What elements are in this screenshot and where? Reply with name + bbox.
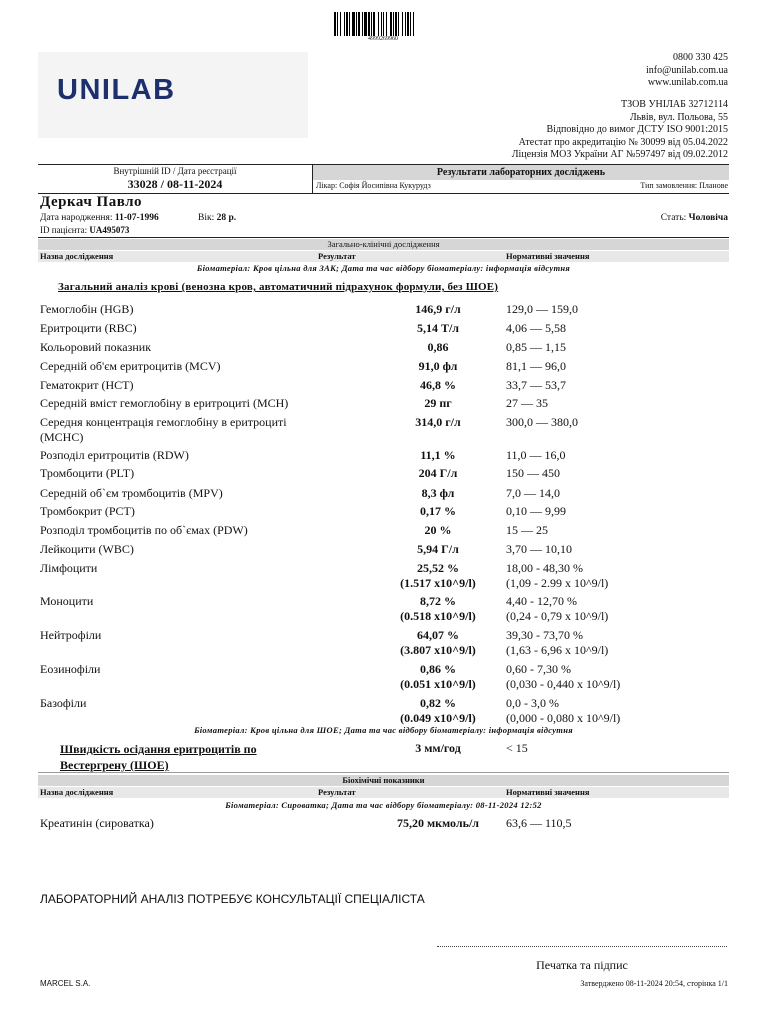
result-row — [40, 561, 730, 590]
patient-id: ID пацієнта: UA495073 — [40, 225, 130, 235]
patient-age: Вік: 28 р. — [198, 213, 237, 223]
test-name: Середній об`єм тромбоцитів (MPV) — [40, 486, 223, 500]
result-row — [40, 486, 730, 504]
result-row — [40, 321, 730, 339]
test-result: 20 % — [424, 523, 452, 537]
approval-stamp: Затверджено 08-11-2024 20:54, сторінка 1/1 — [580, 979, 728, 988]
test-name: Моноцити — [40, 594, 94, 608]
test-name: Лімфоцити — [40, 561, 98, 575]
reference-range: 11,0 — 16,0 — [506, 448, 566, 462]
reference-range: 150 — 450 — [506, 466, 560, 480]
result-row — [40, 542, 730, 560]
reference-range: 0,0 - 3,0 % (0,000 - 0,080 x 10^9/l) — [506, 696, 621, 725]
id-label: Внутрішній ID / Дата реєстрації — [113, 166, 237, 176]
test-result: 25,52 % (1.517 x10^9/l) — [400, 561, 476, 590]
test-result: 0,86 — [427, 340, 449, 354]
test-result: 5,94 Г/л — [417, 542, 459, 556]
panel-subtitle: Загальний аналіз крові (венозна кров, автоматичний підрахунок формули, без ШОЕ) — [58, 281, 499, 293]
col-result: Результат — [318, 251, 356, 261]
patient-rule — [38, 237, 729, 238]
reference-range: 0,85 — 1,15 — [506, 340, 566, 354]
result-row — [40, 594, 730, 623]
reference-range: 39,30 - 73,70 % (1,63 - 6,96 x 10^9/l) — [506, 628, 609, 657]
col-norm: Нормативні значення — [506, 251, 590, 261]
result-row — [40, 523, 730, 541]
test-result: 46,8 % — [420, 378, 456, 392]
section-title-clinical: Загально-клінічні дослідження — [38, 239, 729, 250]
result-row — [40, 628, 730, 657]
test-name: Креатинін (сироватка) — [40, 816, 154, 830]
id-value: 33028 / 08-11-2024 — [127, 177, 223, 191]
test-result: 0,82 % (0.049 x10^9/l) — [400, 696, 476, 725]
iso-statement: Відповідно до вимог ДСТУ ISO 9001:2015 — [546, 124, 728, 135]
result-row — [40, 396, 730, 414]
result-row — [40, 378, 730, 396]
reference-range: 300,0 — 380,0 — [506, 415, 578, 429]
test-name: Лейкоцити (WBC) — [40, 542, 134, 556]
result-row — [40, 302, 730, 320]
esr-name: Швидкість осідання еритроцитів по Вестергрену (ШОЕ) — [60, 742, 257, 772]
unilab-logo: UNILAB — [57, 74, 176, 106]
col-name: Назва дослідження — [40, 787, 114, 797]
reference-range: 129,0 — 159,0 — [506, 302, 578, 316]
test-name: Нейтрофіли — [40, 628, 102, 642]
result-row — [40, 504, 730, 522]
test-name: Базофіли — [40, 696, 87, 710]
patient-dob: Дата народження: 11-07-1996 — [40, 213, 159, 223]
software-maker: MARCEL S.A. — [40, 979, 91, 988]
column-header-bar — [38, 251, 729, 262]
barcode-number: 4999269960 — [368, 36, 398, 42]
result-row — [40, 816, 730, 834]
reference-range: 33,7 — 53,7 — [506, 378, 566, 392]
phone: 0800 330 425 — [673, 52, 728, 63]
result-row — [40, 340, 730, 358]
esr-norm: < 15 — [506, 741, 528, 755]
section-divider — [38, 772, 729, 773]
accreditation: Атестат про акредитацію № 30099 від 05.04.2022 — [518, 136, 728, 148]
test-name: Розподіл тромбоцитів по об`ємах (PDW) — [40, 523, 248, 537]
col-result: Результат — [318, 787, 356, 797]
consultation-notice: ЛАБОРАТОРНИЙ АНАЛІЗ ПОТРЕБУЄ КОНСУЛЬТАЦІЇ СПЕЦІАЛІСТА — [40, 892, 425, 906]
company-name: ТЗОВ УНІЛАБ 32712114 — [620, 99, 728, 110]
biomaterial-note-serum: Біоматеріал: Сироватка; Дата та час відбору біоматеріалу: 08-11-2024 12:52 — [225, 800, 542, 810]
result-row — [40, 415, 730, 444]
test-result: 146,9 г/л — [415, 302, 461, 316]
biomaterial-note-esr: Біоматеріал: Кров цільна для ШОЕ; Дата та час відбору біоматеріалу: інформація відсутня — [194, 725, 573, 735]
result-row — [40, 662, 730, 691]
contact-block — [646, 52, 728, 90]
section-title-biochem: Біохімічні показники — [38, 775, 729, 786]
reference-range: 4,06 — 5,58 — [506, 321, 566, 335]
company-block — [512, 99, 728, 162]
website: www.unilab.com.ua — [647, 77, 728, 88]
result-row — [40, 696, 730, 725]
result-row — [40, 359, 730, 377]
reference-range: 81,1 — 96,0 — [506, 359, 566, 373]
patient-name: Деркач Павло — [40, 194, 143, 210]
column-header-bar-biochem — [38, 787, 729, 798]
test-name: Розподіл еритроцитів (RDW) — [40, 448, 189, 462]
reference-range: 63,6 — 110,5 — [506, 816, 572, 830]
test-name: Гемоглобін (HGB) — [40, 302, 134, 316]
test-name: Тромбокрит (PCT) — [40, 504, 135, 518]
test-name: Кольоровий показник — [40, 340, 152, 354]
esr-result: 3 мм/год — [415, 741, 461, 755]
reference-range: 18,00 - 48,30 % (1,09 - 2.99 x 10^9/l) — [506, 561, 609, 590]
reference-range: 0,60 - 7,30 % (0,030 - 0,440 x 10^9/l) — [506, 662, 621, 691]
test-result: 91,0 фл — [418, 359, 458, 373]
test-name: Середній об'єм еритроцитів (MCV) — [40, 359, 221, 373]
test-name: Тромбоцити (PLT) — [40, 466, 135, 480]
test-result: 0,17 % — [420, 504, 456, 518]
test-name: Середня концентрація гемоглобіну в еритроциті (MCHC) — [40, 415, 287, 444]
test-result: 5,14 Т/л — [416, 321, 460, 335]
test-result: 29 пг — [424, 396, 452, 410]
reference-range: 7,0 — 14,0 — [506, 486, 560, 500]
barcode — [334, 12, 432, 36]
reference-range: 4,40 - 12,70 % (0,24 - 0,79 x 10^9/l) — [506, 594, 609, 623]
id-cell — [38, 165, 313, 193]
test-result: 75,20 мкмоль/л — [396, 816, 480, 830]
test-name: Середній вміст гемоглобіну в еритроциті (MCH) — [40, 396, 289, 410]
test-result: 204 Г/л — [418, 466, 458, 480]
email: info@unilab.com.ua — [646, 64, 728, 76]
patient-sex: Стать: Чоловіча — [660, 213, 728, 223]
order-type: Тип замовлення: Планове — [640, 181, 728, 190]
results-title: Результати лабораторних досліджень — [313, 165, 729, 180]
test-name: Гематокрит (HCT) — [40, 378, 134, 392]
biomaterial-note: Біоматеріал: Кров цільна для ЗАК; Дата та час відбору біоматеріалу: інформація відсутня — [196, 263, 571, 273]
test-result: 64,07 % (3.807 x10^9/l) — [400, 628, 476, 657]
test-name: Еритроцити (RBC) — [40, 321, 137, 335]
result-row — [40, 448, 730, 466]
test-result: 8,72 % (0.518 x10^9/l) — [400, 594, 476, 623]
doctor-name: Лікар: Софія Йосипівна Кукурудз — [316, 181, 431, 190]
license: Ліцензія МОЗ України АГ №597497 від 09.02.2012 — [511, 149, 728, 160]
col-norm: Нормативні значення — [506, 787, 590, 797]
signature-line — [437, 946, 727, 947]
signature-label: Печатка та підпис — [536, 958, 628, 972]
reference-range: 15 — 25 — [506, 523, 548, 537]
reference-range: 3,70 — 10,10 — [506, 542, 572, 556]
result-row — [40, 466, 730, 484]
col-name: Назва дослідження — [40, 251, 114, 261]
test-result: 8,3 фл — [421, 486, 455, 500]
test-result: 0,86 % (0.051 x10^9/l) — [400, 662, 476, 691]
test-result: 11,1 % — [420, 448, 456, 462]
company-address: Львів, вул. Польова, 55 — [629, 111, 728, 123]
reference-range: 0,10 — 9,99 — [506, 504, 566, 518]
reference-range: 27 — 35 — [506, 396, 548, 410]
test-result: 314,0 г/л — [415, 415, 461, 429]
test-name: Еозинофіли — [40, 662, 101, 676]
